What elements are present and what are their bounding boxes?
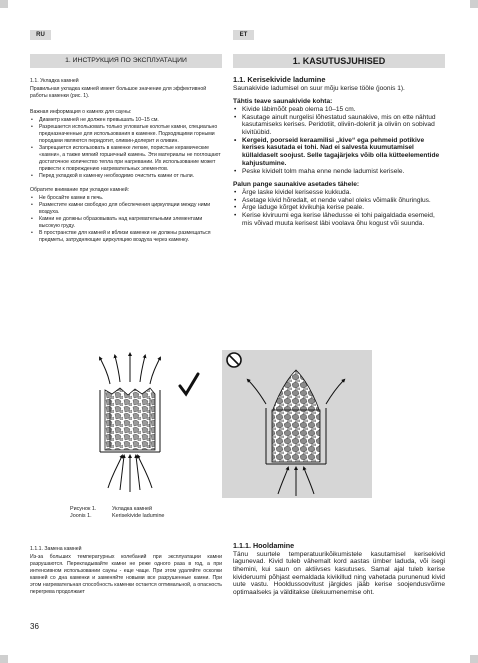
ru-attention-list [30,195,222,244]
ru-info-list [30,117,222,180]
ru-maintenance-title: 1.1.1. Замена камней [30,546,82,552]
ru-intro-text: Правильная укладка камней имеет большое значение для эффективной работы каменки (рис. 1). [30,86,207,99]
corner-mark-top-right [470,0,478,8]
ru-info-item: • Запрещается использовать в каменке легкие, пористые керамические «камни», а также мягкий горшечный камень. Эти материалы не поглощают достаточное количество тепла при нагревании. Их использование может привести к повреждению нагревательных элементов. [30,145,222,173]
ru-info-title: Важная информация о камнях для сауны: [30,109,132,115]
figure-label-ru: Рисунок 1. [70,506,97,512]
figure-1-illustration [60,350,380,498]
lang-tab-ru: RU [30,30,51,40]
et-maintenance-title: 1.1.1. Hooldamine [233,541,295,550]
ru-maintenance-text: Из-за больших температурных колебаний при эксплуатации камни разрушаются. Перекладывайте камни не реже одного раза в год, а при интенсивном использовании сауны - еще чаще. При этом удаляйте осколки камней со дна каменки и заменяйте новыми все разрушенные камни. При этом нагревательная способность каменки остается оптимальной, а опасность перегрева продолжает [30,554,222,595]
et-section-header: 1. KASUTUSJUHISED [233,54,445,68]
figure-title-et: Kerisekivide ladumine [112,513,165,519]
ru-attention-item: • Разместите камни свободно для обеспечения циркуляции между ними воздуха. [30,202,222,216]
ru-subsection-title: 1.1. Укладка камней [30,78,79,84]
ru-info-item: • Разрешается использовать только угловатые колотые камни, специально предназначенные для использования в каменке. Подходящими горными породами являются перидотит, оливин-долерит и оливин. [30,124,222,145]
check-mark-icon [180,374,198,394]
ru-info-item: • Перед укладкой в каменку необходимо очистить камни от пыли. [30,173,222,180]
et-info-list [233,106,445,175]
et-attention-title: Palun pange saunakive asetades tähele: [233,181,360,189]
et-attention-item: • Ärge laduge kõrget kivikuhja kerise peale. [233,204,445,212]
figure-label-et: Joonis 1. [70,513,92,519]
prohibited-icon [227,353,241,367]
et-column [233,76,445,227]
corner-mark-bottom-left [0,655,8,663]
ru-maintenance-section [30,546,222,596]
ru-info-item: • Диаметр камней не должен превышать 10–15 см. [30,117,222,124]
figure-caption-et [70,513,164,520]
ru-section-header: 1. ИНСТРУКЦИЯ ПО ЭКСПЛУАТАЦИИ [30,54,222,68]
figure-title-ru: Укладка камней [112,506,153,512]
ru-attention-item: • В пространстве для камней и вблизи каменки не должны размещаться предметы, затрудняющие циркуляцию воздуха через каменку. [30,230,222,244]
et-maintenance-section [233,542,445,597]
et-attention-item: • Ärge laske kividel kerisesse kukkuda. [233,189,445,197]
corner-mark-bottom-right [470,655,478,663]
et-info-item: • Kasutage ainult nurgelisi lõhestatud saunakive, mis on ette nähtud kasutamiseks kerises. Peridotiit, oliviin-doleriit ja oliviin on sobivad kivitüübid. [233,114,445,137]
figure-caption [70,506,164,520]
et-info-title: Tähtis teave saunakivide kohta: [233,98,333,106]
et-attention-item: • Kerise kiviruumi ega kerise lähedusse ei tohi paigaldada esemeid, mis võivad muuta kerisest läbi voolava õhu kogust või suunda. [233,212,445,227]
et-info-item-warning: • Kergeid, poorseid keraamilisi „kive“ ega pehmeid potikive kerises kasutada ei tohi. Nad ei salvesta kuumutamisel küllaldaselt soojust. Selle tagajärjeks võib olla kütteelementide kahjustumine. [233,137,445,168]
figure-1-stone-placement [60,350,380,498]
lang-tab-et: ET [233,30,254,40]
ru-attention-item: • Не бросайте камни в печь. [30,195,222,202]
et-info-item: • Kivide läbimõõt peab olema 10–15 cm. [233,106,445,114]
et-attention-item: • Asetage kivid hõredalt, et nende vahel oleks võimalik õhuringlus. [233,197,445,205]
et-intro-text: Saunakivide ladumisel on suur mõju kerise tööle (joonis 1). [233,84,405,92]
et-subsection-title: 1.1. Kerisekivide ladumine [233,75,326,84]
figure-caption-ru [70,506,164,513]
ru-attention-item: • Камни не должны образовывать над нагревательными элементами высокую груду. [30,216,222,230]
corner-mark-top-left [0,0,8,8]
page-number: 36 [30,622,39,631]
et-info-item: • Peske kividelt tolm maha enne nende ladumist kerisele. [233,168,445,176]
correct-heater [100,354,160,492]
et-attention-list [233,189,445,228]
ru-column [30,78,222,244]
ru-attention-title: Обратите внимание при укладке камней: [30,187,130,193]
et-maintenance-text: Tänu suurtele temperatuurikõikumistele kasutamisel kerisekivid lagunevad. Kivid tuleb vähemalt kord aastas ümber laduda, või isegi tihemini, kui saun on aktiivses kasutuses. Samal ajal tuleb kerise kivideruumi põhjast eemaldada kivikillud ning vahetada purunenud kivid uute vastu. Hooldussoovitust järgides jääb kerise soojendusvõime optimaalseks ja välditakse ülekuumenemise oht. [233,550,445,597]
